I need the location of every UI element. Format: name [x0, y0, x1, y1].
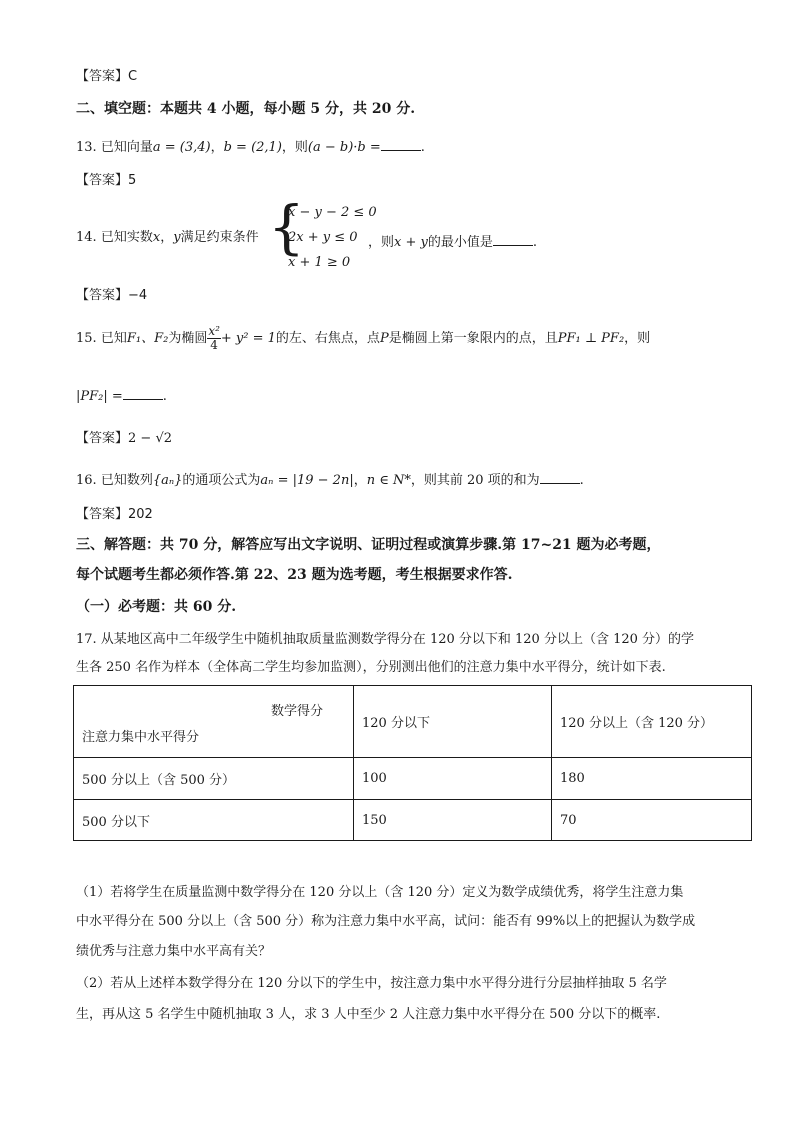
- answer-15: [76, 432, 172, 445]
- vector-expression: (a − b)·b =: [307, 140, 381, 155]
- question-14: [76, 231, 259, 244]
- answer-blank: [123, 388, 163, 400]
- table-cell: 100: [354, 758, 552, 800]
- corner-top-label: 数学得分: [270, 704, 323, 719]
- question-text: ，则其前 20 项的和为: [410, 473, 540, 488]
- constraint-1: x − y − 2 ≤ 0: [288, 205, 377, 220]
- period: .: [162, 389, 167, 404]
- question-text: 为椭圆: [168, 331, 208, 347]
- table-row-label: 500 分以下: [74, 800, 354, 841]
- answer-blank: [540, 472, 580, 484]
- question-number: 16.: [76, 473, 97, 488]
- question-number: 13.: [76, 140, 97, 155]
- question-13: 13. 已知向量a = (3,4)，b = (2,1)，则(a − b)·b = .: [76, 140, 425, 155]
- section-3-subheading: （一）必考题：共 60 分.: [76, 599, 237, 615]
- table-cell: 70: [552, 800, 752, 841]
- answer-blank: [381, 139, 421, 151]
- answer-blank: [493, 234, 533, 246]
- question-number: 14.: [76, 230, 97, 245]
- point-p: P: [379, 331, 389, 347]
- left-brace: {: [268, 193, 305, 261]
- table-row-label: 500 分以上（含 500 分）: [74, 758, 354, 800]
- section-2-heading: 二、填空题：本题共 4 小题，每小题 5 分，共 20 分.: [76, 101, 416, 117]
- question-text: 已知向量: [100, 140, 153, 155]
- vector-a: a = (3,4): [152, 140, 211, 155]
- question-16: [76, 472, 584, 487]
- ellipse-equation: + y² = 1: [220, 331, 276, 347]
- ellipse-fraction: [207, 325, 221, 352]
- question-text: 是椭圆上第一象限内的点，且: [388, 331, 558, 347]
- period: .: [420, 140, 425, 155]
- question-text: ，则: [624, 331, 651, 347]
- question-text: 已知实数: [100, 230, 153, 245]
- general-term-formula: aₙ = |19 − 2n|: [260, 473, 354, 488]
- sequence: {aₙ}: [152, 473, 183, 488]
- question-number: 15.: [76, 331, 97, 347]
- table-row: [74, 758, 752, 800]
- domain-condition: n ∈ N*: [366, 473, 411, 488]
- question-15: [76, 325, 650, 352]
- section-3-heading-line-2: 每个试题考生都必须作答.第 22、23 题为选考题，考生根据要求作答.: [76, 567, 513, 583]
- fraction-denominator: 4: [210, 338, 218, 353]
- foci: F₁、F₂: [126, 331, 169, 347]
- answer-value: 202: [128, 507, 153, 522]
- question-text: 已知: [100, 331, 127, 347]
- objective-expression: x + y: [394, 235, 428, 250]
- variable-y: y: [173, 230, 181, 245]
- perpendicular-condition: PF₁ ⊥ PF₂: [557, 331, 625, 347]
- separator: ，: [160, 230, 174, 245]
- answer-16: [76, 508, 153, 521]
- answer-value: 2 − √2: [128, 431, 172, 446]
- data-table: [73, 685, 752, 841]
- table-corner-cell: [74, 686, 354, 758]
- distance-expression: |PF₂| =: [76, 389, 123, 404]
- question-14-tail: [368, 231, 537, 250]
- period: .: [579, 473, 584, 488]
- question-text: 的左、右焦点，点: [275, 331, 380, 347]
- part-2-line-2: 生，再从这 5 名学生中随机抽取 3 人，求 3 人中至少 2 人注意力集中水平得分在 500 分以下的概率.: [76, 1007, 661, 1022]
- part-1-line-3: 绩优秀与注意力集中水平高有关？: [76, 944, 272, 959]
- part-2-line-1: （2）若从上述样本数学得分在 120 分以下的学生中，按注意力集中水平得分进行分层抽样抽取 5 名学: [76, 976, 667, 991]
- separator: ，: [353, 473, 367, 488]
- answer-tag: 【答案】: [76, 431, 129, 446]
- part-1-line-2: 中水平得分在 500 分以上（含 500 分）称为注意力集中水平高，试问：能否有 99%以上的把握认为数学成: [76, 914, 696, 929]
- section-3-heading-line-1: 三、解答题：共 70 分，解答应写出文字说明、证明过程或演算步骤.第 17~21 题为必考题，: [76, 537, 661, 553]
- question-text: 已知数列: [100, 473, 153, 488]
- answer-13: [76, 174, 136, 187]
- table-row: [74, 800, 752, 841]
- answer-14: [76, 289, 147, 302]
- answer-12: [76, 70, 137, 83]
- question-text: ，则: [368, 235, 395, 250]
- question-text: 满足约束条件: [180, 230, 259, 245]
- corner-bottom-label: 注意力集中水平得分: [82, 730, 200, 745]
- answer-value: C: [128, 69, 138, 84]
- question-17-line-1: 17. 从某地区高中二年级学生中随机抽取质量监测数学得分在 120 分以下和 120 分以上（含 120 分）的学: [76, 632, 695, 647]
- question-text: ，则: [281, 140, 308, 155]
- question-15-line-2: [76, 388, 167, 403]
- question-text: 的最小值是: [427, 235, 493, 250]
- answer-tag: 【答案】: [76, 507, 129, 522]
- answer-value: −4: [128, 288, 148, 303]
- table-cell: 180: [552, 758, 752, 800]
- table-header: 120 分以上（含 120 分）: [552, 686, 752, 758]
- table-header-row: [74, 686, 752, 758]
- period: .: [532, 235, 538, 250]
- part-1-line-1: （1）若将学生在质量监测中数学得分在 120 分以上（含 120 分）定义为数学成绩优秀，将学生注意力集: [76, 885, 684, 900]
- fraction-numerator: x²: [208, 324, 220, 338]
- answer-tag: 【答案】: [76, 69, 129, 84]
- constraint-2: 2x + y ≤ 0: [288, 230, 358, 245]
- constraint-3: x + 1 ≥ 0: [288, 255, 351, 270]
- table-cell: 150: [354, 800, 552, 841]
- answer-value: 5: [128, 173, 137, 188]
- variable-x: x: [152, 230, 161, 245]
- question-17-line-2: 生各 250 名作为样本（全体高二学生均参加监测），分别测出他们的注意力集中水平得分，统计如下表.: [76, 660, 666, 675]
- answer-tag: 【答案】: [76, 173, 129, 188]
- question-text: 的通项公式为: [182, 473, 261, 488]
- vector-b: b = (2,1): [223, 140, 282, 155]
- answer-tag: 【答案】: [76, 288, 129, 303]
- table-header: 120 分以下: [354, 686, 552, 758]
